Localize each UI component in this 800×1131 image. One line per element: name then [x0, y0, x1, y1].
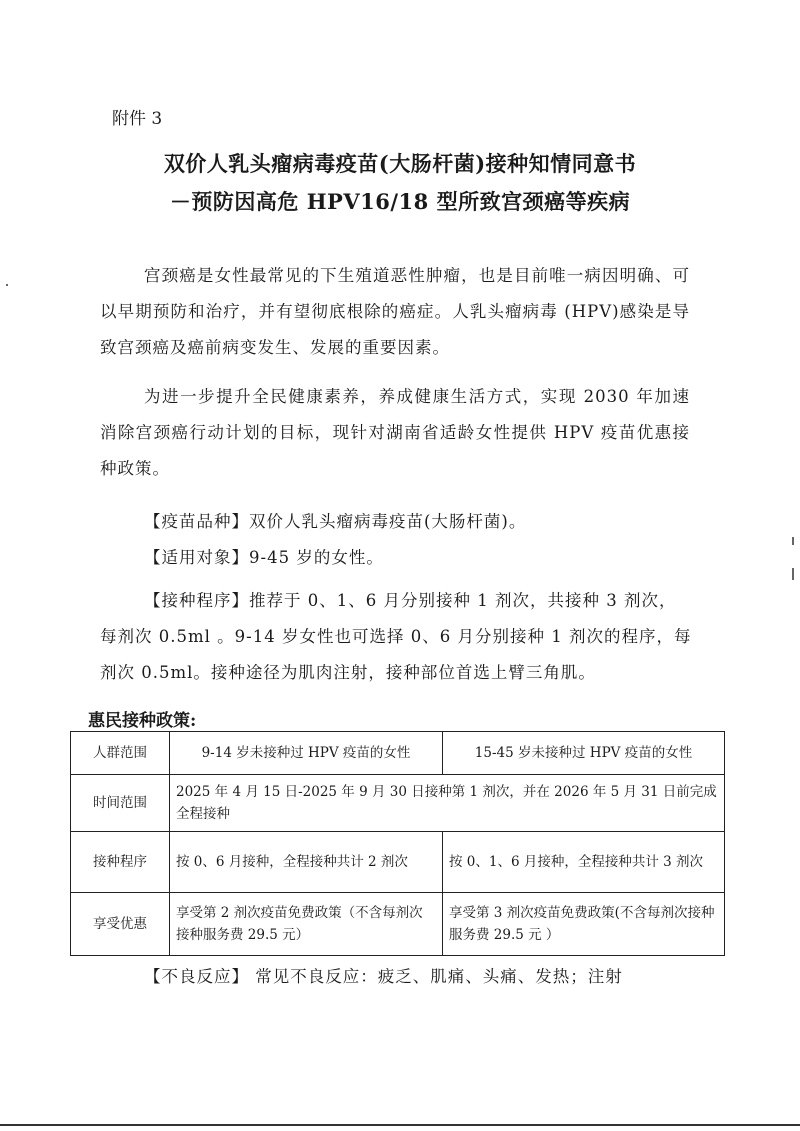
table-cell-label: 享受优惠 [71, 893, 170, 956]
table-cell: 享受第 2 剂次疫苗免费政策（不含每剂次接种服务费 29.5 元） [170, 893, 443, 956]
vaccine-type: 【疫苗品种】双价人乳头瘤病毒疫苗(大肠杆菌)。 [144, 512, 527, 531]
policy-table [70, 731, 725, 956]
target-group: 【适用对象】9-45 岁的女性。 [144, 548, 384, 567]
table-cell: 9-14 岁未接种过 HPV 疫苗的女性 [170, 732, 443, 775]
table-row [71, 832, 725, 893]
table-cell-label: 人群范围 [71, 732, 170, 775]
table-cell: 15-45 岁未接种过 HPV 疫苗的女性 [443, 732, 725, 775]
scan-speck [6, 284, 8, 286]
table-row [71, 775, 725, 832]
attachment-label: 附件 3 [112, 109, 163, 129]
table-cell-label: 接种程序 [71, 832, 170, 893]
table-cell: 按 0、6 月接种，全程接种共计 2 剂次 [170, 832, 443, 893]
document-subtitle: －预防因高危 HPV16/18 型所致宫颈癌等疾病 [169, 189, 631, 214]
table-row [71, 732, 725, 775]
scan-speck [792, 537, 794, 545]
table-cell: 按 0、1、6 月接种，全程接种共计 3 剂次 [443, 832, 725, 893]
policy-heading: 惠民接种政策: [88, 711, 197, 731]
table-cell-merged: 2025 年 4 月 15 日-2025 年 9 月 30 日接种第 1 剂次，并在 2026 年 5 月 31 日前完成全程接种 [170, 775, 725, 832]
adverse-reactions: 【不良反应】 常见不良反应：疲乏、肌痛、头痛、发热；注射 [144, 967, 623, 986]
page-bottom-edge [0, 1124, 800, 1126]
table-cell-label: 时间范围 [71, 775, 170, 832]
scan-speck [792, 568, 794, 580]
schedule-line: 【接种程序】推荐于 0、1、6 月分别接种 1 剂次，共接种 3 剂次， [144, 591, 677, 610]
intro-paragraph: 宫颈癌是女性最常见的下生殖道恶性肿瘤，也是目前唯一病因明确、可以早期预防和治疗，并有望彻底根除的癌症。人乳头瘤病毒 (HPV)感染是导致宫颈癌及癌前病变发生、发展的重要因素。 [100, 266, 690, 357]
schedule-details: 每剂次 0.5ml 。9-14 岁女性也可选择 0、6 月分别接种 1 剂次的程序，每剂次 0.5ml。接种途径为肌肉注射，接种部位首选上臂三角肌。 [100, 627, 692, 682]
policy-intro-paragraph: 为进一步提升全民健康素养，养成健康生活方式，实现 2030 年加速消除宫颈癌行动计划的目标，现针对湖南省适龄女性提供 HPV 疫苗优惠接种政策。 [100, 387, 690, 478]
table-row [71, 893, 725, 956]
document-title: 双价人乳头瘤病毒疫苗(大肠杆菌)接种知情同意书 [163, 151, 637, 176]
table-cell: 享受第 3 剂次疫苗免费政策(不含每剂次接种服务费 29.5 元 ） [443, 893, 725, 956]
